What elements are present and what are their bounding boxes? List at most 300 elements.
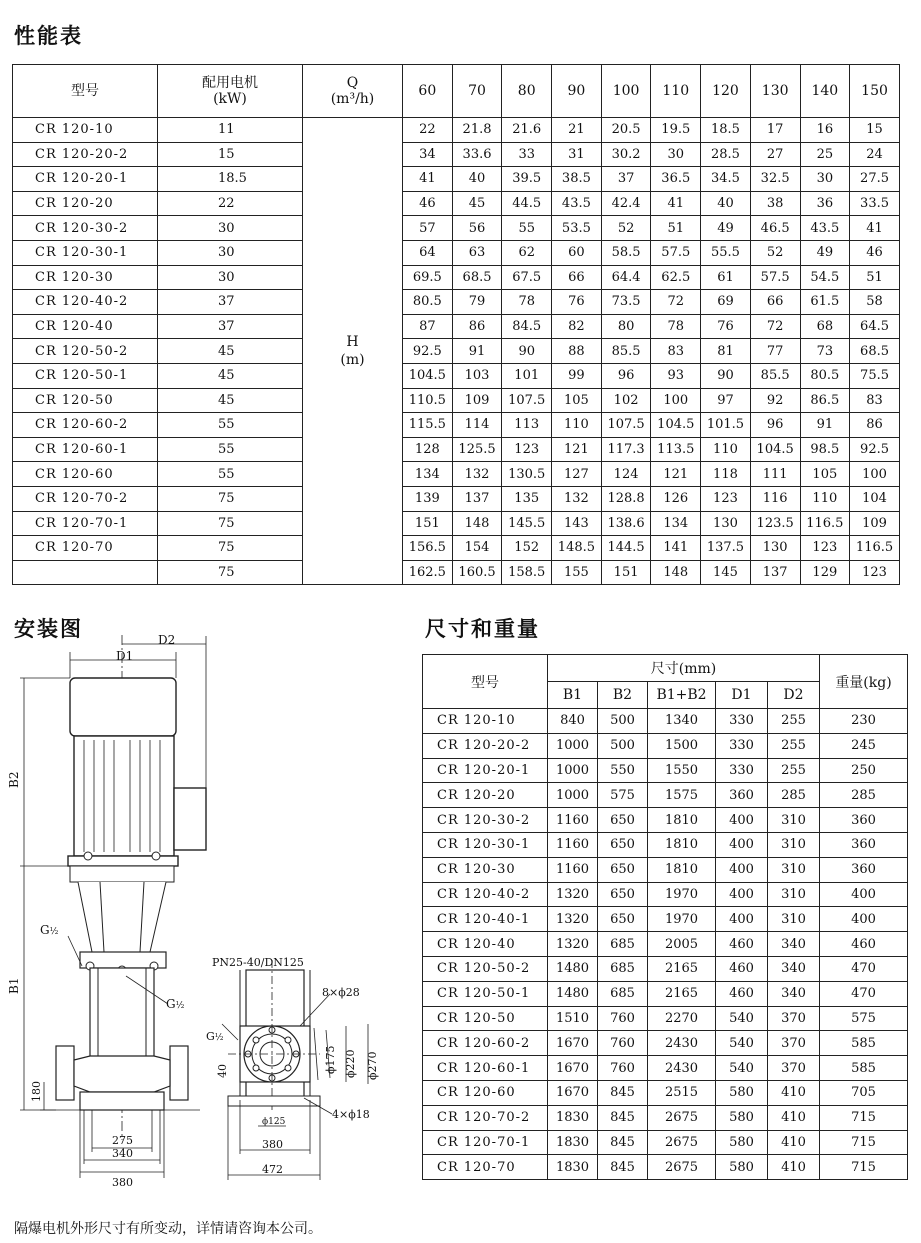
head-value-cell: 46.5 [750, 216, 800, 241]
head-value-cell: 55.5 [701, 240, 751, 265]
head-value-cell: 72 [750, 314, 800, 339]
head-value-cell: 17 [750, 118, 800, 143]
head-value-cell: 137.5 [701, 536, 751, 561]
head-value-cell: 51 [651, 216, 701, 241]
head-value-cell: 64 [403, 240, 453, 265]
table-row [13, 560, 900, 585]
motor-power-cell: 37 [158, 314, 303, 339]
model-cell: CR 120-30 [423, 857, 548, 882]
head-value-cell: 57 [403, 216, 453, 241]
head-value-cell: 105 [552, 388, 602, 413]
model-cell: CR 120-10 [13, 118, 158, 143]
dim-label-b1: B1 [7, 977, 21, 994]
model-cell: CR 120-20-1 [423, 758, 548, 783]
dimension-cell: 650 [598, 808, 648, 833]
head-value-cell: 113 [502, 413, 552, 438]
header-motor [158, 65, 303, 118]
bolt-holes-bottom-label: 4×ϕ18 [332, 1108, 370, 1121]
head-value-cell: 104 [850, 486, 900, 511]
head-value-cell: 83 [651, 339, 701, 364]
dimension-cell: 1970 [648, 882, 716, 907]
head-value-cell: 64.5 [850, 314, 900, 339]
head-value-cell: 128 [403, 437, 453, 462]
model-cell: CR 120-40 [423, 932, 548, 957]
motor-power-cell: 15 [158, 142, 303, 167]
dim-label-380-plan: 380 [262, 1138, 283, 1151]
head-value-cell: 87 [403, 314, 453, 339]
head-value-cell: 27 [750, 142, 800, 167]
head-value-cell: 32.5 [750, 167, 800, 192]
head-value-cell: 25 [800, 142, 850, 167]
head-value-cell: 69.5 [403, 265, 453, 290]
motor-power-cell: 30 [158, 265, 303, 290]
dimension-cell: 370 [768, 1056, 820, 1081]
dimension-cell: 370 [768, 1006, 820, 1031]
head-value-cell: 22 [403, 118, 453, 143]
dimension-cell: 1160 [548, 808, 598, 833]
motor-power-cell: 75 [158, 486, 303, 511]
dimension-cell: 460 [716, 956, 768, 981]
weight-cell: 400 [820, 882, 908, 907]
head-value-cell: 137 [452, 486, 502, 511]
head-value-cell: 105 [800, 462, 850, 487]
head-value-cell: 134 [403, 462, 453, 487]
dimension-cell: 330 [716, 733, 768, 758]
model-cell: CR 120-60-2 [13, 413, 158, 438]
weight-cell: 470 [820, 956, 908, 981]
dimensions-table [422, 654, 908, 1180]
head-value-cell: 125.5 [452, 437, 502, 462]
model-cell: CR 120-70-2 [423, 1105, 548, 1130]
dimension-cell: 310 [768, 907, 820, 932]
head-value-cell: 81 [701, 339, 751, 364]
head-value-cell: 64.4 [601, 265, 651, 290]
model-cell: CR 120-40-1 [423, 907, 548, 932]
head-value-cell: 18.5 [701, 118, 751, 143]
dimension-cell: 1575 [648, 783, 716, 808]
port-label-g-side-letter: G [206, 1030, 215, 1043]
head-value-cell: 60 [552, 240, 602, 265]
flow-value: 80 [502, 65, 552, 118]
head-value-cell: 160.5 [452, 560, 502, 585]
table-row [423, 1130, 908, 1155]
footnote: 隔爆电机外形尺寸有所变动，详情请咨询本公司。 [14, 1221, 322, 1237]
head-value-cell: 101.5 [701, 413, 751, 438]
model-cell: CR 120-30-1 [13, 240, 158, 265]
head-value-cell: 28.5 [701, 142, 751, 167]
dimension-cell: 575 [598, 783, 648, 808]
dim-label-472: 472 [262, 1163, 283, 1176]
motor-power-cell: 30 [158, 216, 303, 241]
port-label-g-right-fraction: ½ [175, 1001, 185, 1011]
head-value-cell: 115.5 [403, 413, 453, 438]
dims-header-size-group: 尺寸(mm) [548, 655, 820, 682]
dims-header-row-1 [423, 655, 908, 682]
head-value-cell: 151 [601, 560, 651, 585]
bolt-holes-top-label: 8×ϕ28 [322, 986, 360, 999]
head-value-cell: 90 [502, 339, 552, 364]
dimension-cell: 845 [598, 1155, 648, 1180]
head-value-cell: 111 [750, 462, 800, 487]
dimension-cell: 310 [768, 857, 820, 882]
dimension-cell: 2515 [648, 1080, 716, 1105]
dimension-cell: 410 [768, 1155, 820, 1180]
head-value-cell: 110 [800, 486, 850, 511]
dimension-cell: 1830 [548, 1155, 598, 1180]
model-cell: CR 120-20 [13, 191, 158, 216]
pump-base-plan-view [228, 960, 320, 1110]
dim-label-d1: D1 [116, 649, 134, 663]
head-value-cell: 101 [502, 363, 552, 388]
head-value-cell: 109 [452, 388, 502, 413]
head-value-cell: 99 [552, 363, 602, 388]
head-value-cell: 73 [800, 339, 850, 364]
port-label-g-right-letter: G [166, 997, 176, 1011]
head-value-cell: 126 [651, 486, 701, 511]
flow-value: 100 [601, 65, 651, 118]
dim-label-phi270: ϕ270 [366, 1051, 379, 1080]
head-value-cell: 145.5 [502, 511, 552, 536]
head-value-cell: 110 [701, 437, 751, 462]
head-value-cell: 46 [403, 191, 453, 216]
table-row [13, 265, 900, 290]
head-value-cell: 38.5 [552, 167, 602, 192]
head-value-cell: 33 [502, 142, 552, 167]
model-cell: CR 120-40-2 [423, 882, 548, 907]
head-value-cell: 75.5 [850, 363, 900, 388]
head-value-cell: 93 [651, 363, 701, 388]
head-value-cell: 114 [452, 413, 502, 438]
weight-cell: 470 [820, 981, 908, 1006]
weight-cell: 460 [820, 932, 908, 957]
head-value-cell: 130 [701, 511, 751, 536]
dim-label-phi125: ϕ125 [262, 1117, 286, 1127]
installation-drawing [0, 630, 410, 1190]
head-value-cell: 38 [750, 191, 800, 216]
dimension-cell: 1000 [548, 783, 598, 808]
head-value-cell: 155 [552, 560, 602, 585]
head-value-cell: 76 [701, 314, 751, 339]
dimension-cell: 1510 [548, 1006, 598, 1031]
table-row [13, 437, 900, 462]
dimension-cell: 2675 [648, 1155, 716, 1180]
model-cell: CR 120-20-1 [13, 167, 158, 192]
dims-header-col: D2 [768, 682, 820, 709]
dimension-cell: 1000 [548, 758, 598, 783]
model-cell: CR 120-50-1 [423, 981, 548, 1006]
head-value-cell: 148 [651, 560, 701, 585]
dimension-cell: 2165 [648, 956, 716, 981]
head-value-cell: 117.3 [601, 437, 651, 462]
head-value-cell: 128.8 [601, 486, 651, 511]
dimension-cell: 500 [598, 709, 648, 734]
table-row [423, 932, 908, 957]
weight-cell: 575 [820, 1006, 908, 1031]
dim-label-380: 380 [112, 1176, 133, 1189]
head-value-cell: 123 [850, 560, 900, 585]
head-value-cell: 143 [552, 511, 602, 536]
head-value-cell: 66 [750, 290, 800, 315]
dim-label-d2: D2 [158, 633, 176, 647]
motor-power-cell: 75 [158, 536, 303, 561]
table-row [423, 758, 908, 783]
head-value-cell: 109 [850, 511, 900, 536]
head-value-cell: 151 [403, 511, 453, 536]
head-unit: (m) [340, 352, 365, 369]
model-cell: CR 120-60-1 [13, 437, 158, 462]
dimension-cell: 1320 [548, 907, 598, 932]
dimension-cell: 685 [598, 981, 648, 1006]
head-value-cell: 52 [601, 216, 651, 241]
weight-cell: 715 [820, 1105, 908, 1130]
dimension-cell: 1810 [648, 808, 716, 833]
dimension-cell: 310 [768, 832, 820, 857]
head-value-cell: 21.8 [452, 118, 502, 143]
table-row [423, 1155, 908, 1180]
head-value-cell: 104.5 [750, 437, 800, 462]
table-row [13, 462, 900, 487]
model-cell: CR 120-20-2 [13, 142, 158, 167]
head-value-cell: 68.5 [850, 339, 900, 364]
dimension-cell: 255 [768, 709, 820, 734]
table-row [423, 1006, 908, 1031]
table-row [423, 981, 908, 1006]
head-value-cell: 34 [403, 142, 453, 167]
table-row [13, 216, 900, 241]
dimension-cell: 360 [716, 783, 768, 808]
weight-cell: 715 [820, 1130, 908, 1155]
table-row [13, 314, 900, 339]
dimension-cell: 845 [598, 1105, 648, 1130]
performance-table [12, 64, 900, 585]
head-value-cell: 55 [502, 216, 552, 241]
dimension-cell: 500 [598, 733, 648, 758]
table-row [423, 857, 908, 882]
motor-power-cell: 55 [158, 462, 303, 487]
dimension-cell: 840 [548, 709, 598, 734]
dim-label-180: 180 [30, 1081, 43, 1102]
head-value-cell: 92 [750, 388, 800, 413]
head-value-cell: 121 [552, 437, 602, 462]
port-label-g-left-fraction: ½ [49, 927, 59, 937]
motor-power-cell: 11 [158, 118, 303, 143]
model-cell: CR 120-50 [423, 1006, 548, 1031]
head-value-cell: 67.5 [502, 265, 552, 290]
head-value-cell: 129 [800, 560, 850, 585]
motor-power-cell: 22 [158, 191, 303, 216]
head-value-cell: 110.5 [403, 388, 453, 413]
head-value-cell: 156.5 [403, 536, 453, 561]
head-value-cell: 57.5 [651, 240, 701, 265]
dimension-cell: 1670 [548, 1031, 598, 1056]
table-row [13, 511, 900, 536]
head-value-cell: 107.5 [502, 388, 552, 413]
flange-spec-label: PN25-40/DN125 [212, 956, 304, 969]
dimension-cell: 1320 [548, 932, 598, 957]
dim-label-40: 40 [216, 1064, 229, 1078]
head-value-cell: 41 [850, 216, 900, 241]
head-value-cell: 130.5 [502, 462, 552, 487]
port-label-g-side [206, 1030, 224, 1043]
head-value-cell: 21 [552, 118, 602, 143]
head-value-cell: 134 [651, 511, 701, 536]
dimension-cell: 400 [716, 907, 768, 932]
header-model: 型号 [13, 65, 158, 118]
table-row [13, 290, 900, 315]
table-row [13, 536, 900, 561]
motor-power-cell: 75 [158, 560, 303, 585]
dims-header-col: B1+B2 [648, 682, 716, 709]
dimension-cell: 340 [768, 981, 820, 1006]
flow-value: 150 [850, 65, 900, 118]
dimension-cell: 650 [598, 857, 648, 882]
head-value-cell: 107.5 [601, 413, 651, 438]
head-value-cell: 98.5 [800, 437, 850, 462]
model-cell: CR 120-50-2 [423, 956, 548, 981]
weight-cell: 585 [820, 1056, 908, 1081]
head-value-cell: 58.5 [601, 240, 651, 265]
dimension-cell: 2675 [648, 1105, 716, 1130]
dimension-cell: 340 [768, 932, 820, 957]
head-value-cell: 85.5 [601, 339, 651, 364]
model-cell: CR 120-50 [13, 388, 158, 413]
dimension-cell: 1480 [548, 956, 598, 981]
head-value-cell: 27.5 [850, 167, 900, 192]
head-value-cell: 152 [502, 536, 552, 561]
dimension-cell: 2430 [648, 1056, 716, 1081]
head-unit-cell [303, 118, 403, 585]
weight-cell: 400 [820, 907, 908, 932]
model-cell: CR 120-30-1 [423, 832, 548, 857]
dimension-cell: 1160 [548, 832, 598, 857]
dimension-cell: 580 [716, 1130, 768, 1155]
head-value-cell: 113.5 [651, 437, 701, 462]
dimension-cell: 400 [716, 808, 768, 833]
model-cell: CR 120-50-1 [13, 363, 158, 388]
head-value-cell: 33.6 [452, 142, 502, 167]
table-row [13, 413, 900, 438]
flow-value: 120 [701, 65, 751, 118]
head-value-cell: 80 [601, 314, 651, 339]
dim-label-340: 340 [112, 1147, 133, 1160]
dim-label-phi220: ϕ220 [344, 1049, 357, 1078]
dimension-cell: 650 [598, 832, 648, 857]
head-value-cell: 116.5 [850, 536, 900, 561]
head-value-cell: 73.5 [601, 290, 651, 315]
head-value-cell: 100 [651, 388, 701, 413]
table-row [13, 191, 900, 216]
head-value-cell: 15 [850, 118, 900, 143]
head-value-cell: 36 [800, 191, 850, 216]
motor-power-cell: 55 [158, 413, 303, 438]
head-value-cell: 68 [800, 314, 850, 339]
head-value-cell: 63 [452, 240, 502, 265]
head-value-cell: 132 [452, 462, 502, 487]
head-value-cell: 84.5 [502, 314, 552, 339]
flow-value: 90 [552, 65, 602, 118]
weight-cell: 360 [820, 808, 908, 833]
header-flow [303, 65, 403, 118]
table-row [13, 167, 900, 192]
head-value-cell: 139 [403, 486, 453, 511]
flow-value: 130 [750, 65, 800, 118]
motor-power-cell: 45 [158, 339, 303, 364]
table-row [423, 709, 908, 734]
weight-cell: 585 [820, 1031, 908, 1056]
dimension-cell: 1670 [548, 1080, 598, 1105]
head-value-cell: 86 [452, 314, 502, 339]
dimension-cell: 2165 [648, 981, 716, 1006]
table-row [423, 1031, 908, 1056]
head-value-cell: 69 [701, 290, 751, 315]
dimension-cell: 650 [598, 882, 648, 907]
dimension-cell: 460 [716, 981, 768, 1006]
head-value-cell: 30 [651, 142, 701, 167]
head-value-cell: 116.5 [800, 511, 850, 536]
head-value-cell: 40 [452, 167, 502, 192]
dimension-cell: 330 [716, 709, 768, 734]
head-value-cell: 61.5 [800, 290, 850, 315]
head-value-cell: 104.5 [403, 363, 453, 388]
dimension-cell: 1670 [548, 1056, 598, 1081]
dimension-cell: 1830 [548, 1130, 598, 1155]
dimension-cell: 1830 [548, 1105, 598, 1130]
motor-power-cell: 45 [158, 363, 303, 388]
table-row [13, 486, 900, 511]
dimension-cell: 1340 [648, 709, 716, 734]
weight-cell: 285 [820, 783, 908, 808]
dimension-cell: 1000 [548, 733, 598, 758]
dimension-cell: 1810 [648, 832, 716, 857]
dimension-cell: 1320 [548, 882, 598, 907]
head-value-cell: 20.5 [601, 118, 651, 143]
head-value-cell: 85.5 [750, 363, 800, 388]
head-value-cell: 80.5 [403, 290, 453, 315]
dimension-cell: 1480 [548, 981, 598, 1006]
model-cell: CR 120-10 [423, 709, 548, 734]
head-value-cell: 45 [452, 191, 502, 216]
dimension-cell: 845 [598, 1080, 648, 1105]
weight-cell: 360 [820, 857, 908, 882]
dimension-cell: 580 [716, 1155, 768, 1180]
dimension-cell: 1970 [648, 907, 716, 932]
model-cell: CR 120-70 [423, 1155, 548, 1180]
motor-power-cell: 37 [158, 290, 303, 315]
head-label: H [346, 334, 359, 351]
dims-header-weight: 重量(kg) [820, 655, 908, 709]
header-motor-unit: (kW) [213, 91, 247, 107]
model-cell: CR 120-70-1 [13, 511, 158, 536]
dimension-cell: 285 [768, 783, 820, 808]
model-cell: CR 120-70-2 [13, 486, 158, 511]
model-cell: CR 120-40-2 [13, 290, 158, 315]
head-value-cell: 19.5 [651, 118, 701, 143]
model-cell: CR 120-60 [423, 1080, 548, 1105]
dims-header-col: D1 [716, 682, 768, 709]
model-cell: CR 120-70-1 [423, 1130, 548, 1155]
table-row [423, 783, 908, 808]
head-value-cell: 72 [651, 290, 701, 315]
head-value-cell: 121 [651, 462, 701, 487]
dim-label-b2: B2 [7, 771, 21, 788]
head-value-cell: 80.5 [800, 363, 850, 388]
flow-value: 110 [651, 65, 701, 118]
head-value-cell: 33.5 [850, 191, 900, 216]
dimension-cell: 650 [598, 907, 648, 932]
head-value-cell: 145 [701, 560, 751, 585]
dimension-cell: 540 [716, 1031, 768, 1056]
dims-header-col: B1 [548, 682, 598, 709]
